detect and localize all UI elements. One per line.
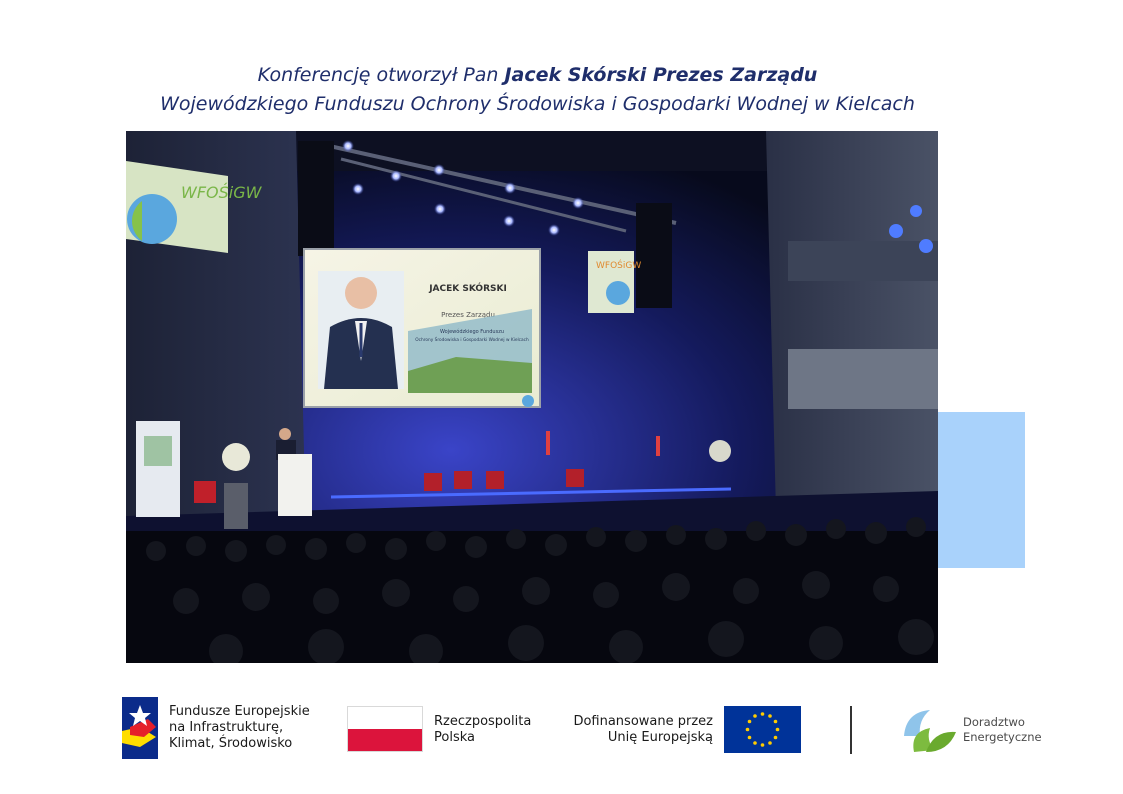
wall-light: [889, 224, 903, 238]
spot-light: [548, 224, 560, 236]
footer-logos: [0, 690, 1123, 770]
de-line-1: Doradztwo: [963, 715, 1025, 729]
caption-line-1: [0, 61, 1075, 89]
stage-chair: [454, 471, 472, 489]
eu-line-1: Dofinansowane przez: [573, 714, 713, 729]
caption-name-bold: Jacek Skórski Prezes Zarządu: [504, 64, 818, 86]
conference-photo-illustration: [126, 131, 938, 663]
fe-line-1: Fundusze Europejskie: [169, 704, 310, 719]
spot-light: [572, 197, 584, 209]
stage-light: [656, 436, 660, 456]
spot-light: [390, 170, 402, 182]
caption-prefix: Konferencję otworzył Pan: [257, 64, 505, 86]
fe-line-3: Klimat, Środowisko: [169, 736, 293, 751]
stage-chair: [424, 473, 442, 491]
screen-line-1: Wojewódzkiego Funduszu: [440, 329, 504, 335]
podium: [278, 454, 312, 516]
stage-chair: [566, 469, 584, 487]
screen-wfos-logo: [522, 395, 534, 407]
caption-line-2: Wojewódzkiego Funduszu Ochrony Środowiska i Gospodarki Wodnej w Kielcach: [160, 93, 915, 115]
balcony: [788, 349, 938, 409]
wall-light: [919, 239, 933, 253]
eu-line-2: Unię Europejską: [607, 730, 713, 745]
eu-funding-text: [560, 714, 713, 746]
speaker-stack-right: [636, 203, 672, 308]
screen-speaker-role: Prezes Zarządu: [441, 311, 495, 319]
upper-balcony: [788, 241, 938, 281]
spot-light: [352, 183, 364, 195]
spot-light: [434, 203, 446, 215]
doradztwo-energetyczne-logo: [900, 706, 958, 756]
de-line-2: Energetyczne: [963, 730, 1042, 744]
fundusze-europejskie-logo: [122, 697, 158, 759]
side-screen-logo-text: WFOŚiGW: [181, 183, 262, 202]
poland-flag: [347, 706, 423, 752]
spot-light: [504, 182, 516, 194]
stage-chair: [194, 481, 216, 503]
footer-divider: [850, 706, 852, 754]
spot-light: [433, 164, 445, 176]
pl-line-2: Polska: [434, 730, 475, 745]
flower-arrangement: [222, 443, 250, 471]
screen-speaker-name: JACEK SKÓRSKI: [429, 284, 507, 294]
side-screen-right-logo-text: WFOŚiGW: [596, 261, 642, 271]
wall-light: [910, 205, 922, 217]
doradztwo-energetyczne-text: [963, 715, 1042, 745]
right-wall: [766, 131, 938, 551]
speaker-head: [279, 428, 291, 440]
pl-line-1: Rzeczpospolita: [434, 714, 532, 729]
decorative-blue-rectangle: [934, 412, 1025, 568]
spot-light: [503, 215, 515, 227]
rollup-banner-map: [144, 436, 172, 466]
wfos-logo-drop: [606, 281, 630, 305]
stage-light: [546, 431, 550, 455]
stage-chair: [486, 471, 504, 489]
rzeczpospolita-polska-text: [434, 714, 531, 746]
screen-line-2: Ochrony Środowiska i Gospodarki Wodnej w Kielcach: [415, 338, 529, 343]
fe-line-2: na Infrastrukturę,: [169, 720, 284, 735]
conference-photo: [126, 131, 938, 663]
flower-pot: [224, 483, 248, 529]
flower-arrangement: [709, 440, 731, 462]
fundusze-europejskie-text: [169, 704, 310, 752]
speaker-stack-left: [298, 141, 334, 256]
rollup-banner: [136, 421, 180, 517]
spot-light: [342, 140, 354, 152]
eu-flag: [724, 706, 801, 753]
portrait-face: [345, 277, 377, 309]
